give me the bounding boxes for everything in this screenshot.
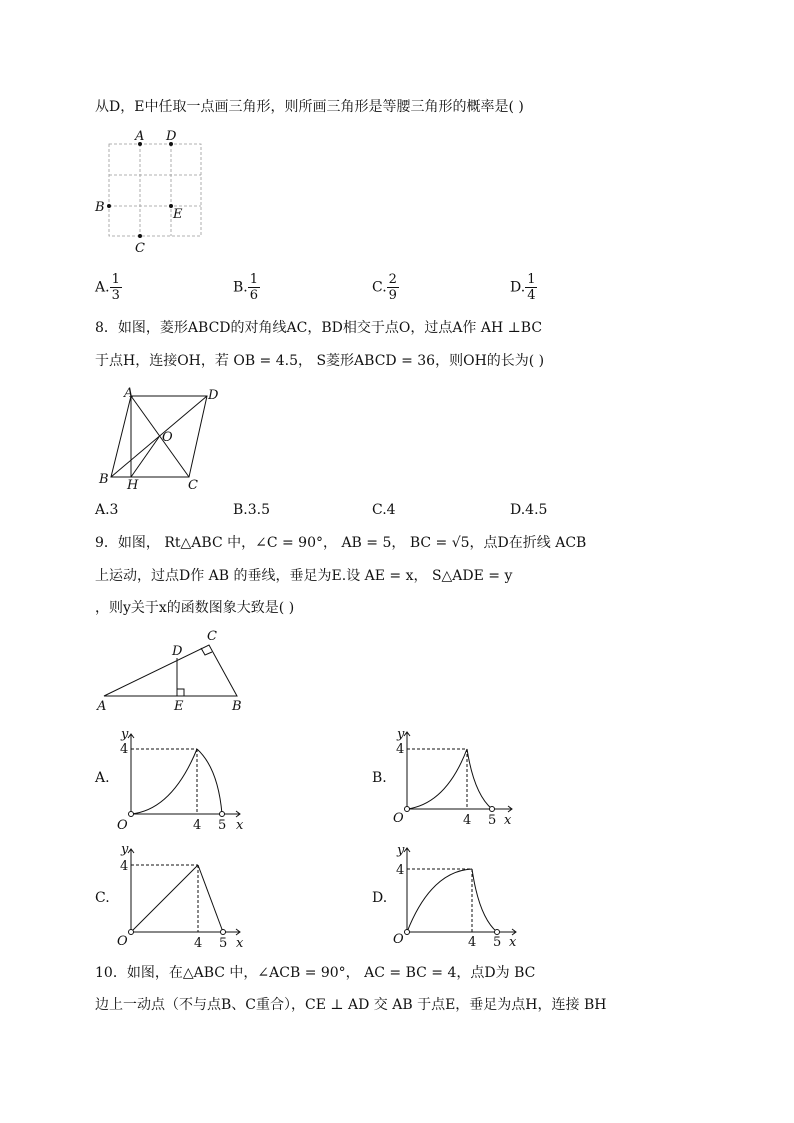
q9-option-b: B.	[372, 770, 387, 786]
q8-label-b: B	[99, 472, 109, 487]
q9-graph-a	[110, 728, 250, 836]
q8-label-d: D	[208, 388, 219, 403]
svg-text:5: 5	[218, 818, 227, 833]
svg-text:O: O	[117, 934, 128, 949]
q7-label-b: B	[95, 200, 105, 215]
q8-option-b: B.3.5	[233, 502, 271, 518]
q7-label-c: C	[135, 241, 145, 256]
svg-text:O: O	[117, 818, 128, 833]
q7-option-a: A. $\frac{1}{3}$	[95, 272, 120, 303]
svg-text:x: x	[509, 935, 517, 950]
svg-text:5: 5	[493, 935, 502, 950]
svg-text:x: x	[236, 936, 244, 951]
q9-label-c: C	[207, 629, 217, 644]
q9-graph-d	[386, 843, 526, 951]
svg-text:4: 4	[463, 813, 472, 828]
svg-text:y: y	[397, 727, 405, 742]
q7-grid-figure	[90, 125, 220, 260]
q9-line3: ，则y关于x的函数图象大致是( )	[95, 600, 295, 616]
svg-text:4: 4	[193, 818, 202, 833]
q8-option-c: C.4	[372, 502, 396, 518]
q7-stem: 从D，E中任取一点画三角形，则所画三角形是等腰三角形的概率是( )	[95, 99, 524, 115]
q8-rhombus-figure	[95, 385, 230, 495]
q9-option-a: A.	[95, 770, 110, 786]
q7-label-d: D	[166, 129, 177, 144]
q9-label-b: B	[232, 699, 242, 714]
svg-text:4: 4	[396, 742, 405, 757]
q9-option-c: C.	[95, 890, 110, 906]
q8-label-o: O	[162, 430, 173, 445]
q7-label-a: A	[135, 129, 145, 144]
q9-triangle-figure	[95, 625, 255, 715]
q7-option-c: C. $\frac{2}{9}$	[372, 272, 397, 303]
svg-text:x: x	[504, 813, 512, 828]
svg-text:O: O	[393, 932, 404, 947]
q7-option-b: B. $\frac{1}{6}$	[233, 272, 259, 303]
q8-option-d: D.4.5	[510, 502, 548, 518]
q9-graph-b	[386, 728, 526, 836]
q9-label-a: A	[97, 699, 107, 714]
q8-line2: 于点H，连接OH，若 OB = 4.5， S菱形ABCD = 36，则OH的长为( )	[95, 353, 545, 369]
svg-text:y: y	[121, 842, 129, 857]
svg-text:O: O	[393, 811, 404, 826]
svg-text:4: 4	[468, 935, 477, 950]
svg-text:4: 4	[120, 742, 129, 757]
q10-line1: 10．如图，在△ABC 中，∠ACB = 90°， AC = BC = 4，点D为 BC	[95, 965, 536, 981]
q8-option-a: A.3	[95, 502, 119, 518]
q8-line1: 8．如图，菱形ABCD的对角线AC，BD相交于点O，过点A作 AH ⊥BC	[95, 320, 543, 336]
svg-text:4: 4	[194, 936, 203, 951]
svg-text:y: y	[121, 727, 129, 742]
q9-line2: 上运动，过点D作 AB 的垂线，垂足为E.设 AE = x， S△ADE = y	[95, 568, 513, 584]
q8-label-c: C	[188, 478, 198, 493]
svg-text:5: 5	[219, 936, 228, 951]
q8-label-a: A	[124, 386, 134, 401]
svg-text:y: y	[397, 843, 405, 858]
svg-text:4: 4	[120, 859, 129, 874]
svg-text:4: 4	[396, 863, 405, 878]
q9-label-d: D	[172, 644, 183, 659]
q9-graph-c	[110, 843, 250, 951]
svg-text:x: x	[236, 818, 244, 833]
q9-option-d: D.	[372, 890, 388, 906]
q8-label-h: H	[127, 478, 139, 493]
q9-label-e: E	[174, 699, 184, 714]
svg-text:5: 5	[488, 813, 497, 828]
q7-option-d: D. $\frac{1}{4}$	[510, 272, 536, 303]
q9-line1: 9．如图， Rt△ABC 中，∠C = 90°， AB = 5， BC = √5，点D在折线 ACB	[95, 535, 587, 551]
q7-label-e: E	[173, 207, 183, 222]
q10-line2: 边上一动点（不与点B、C重合），CE ⊥ AD 交 AB 于点E，垂足为点H，连接 BH	[95, 997, 607, 1013]
